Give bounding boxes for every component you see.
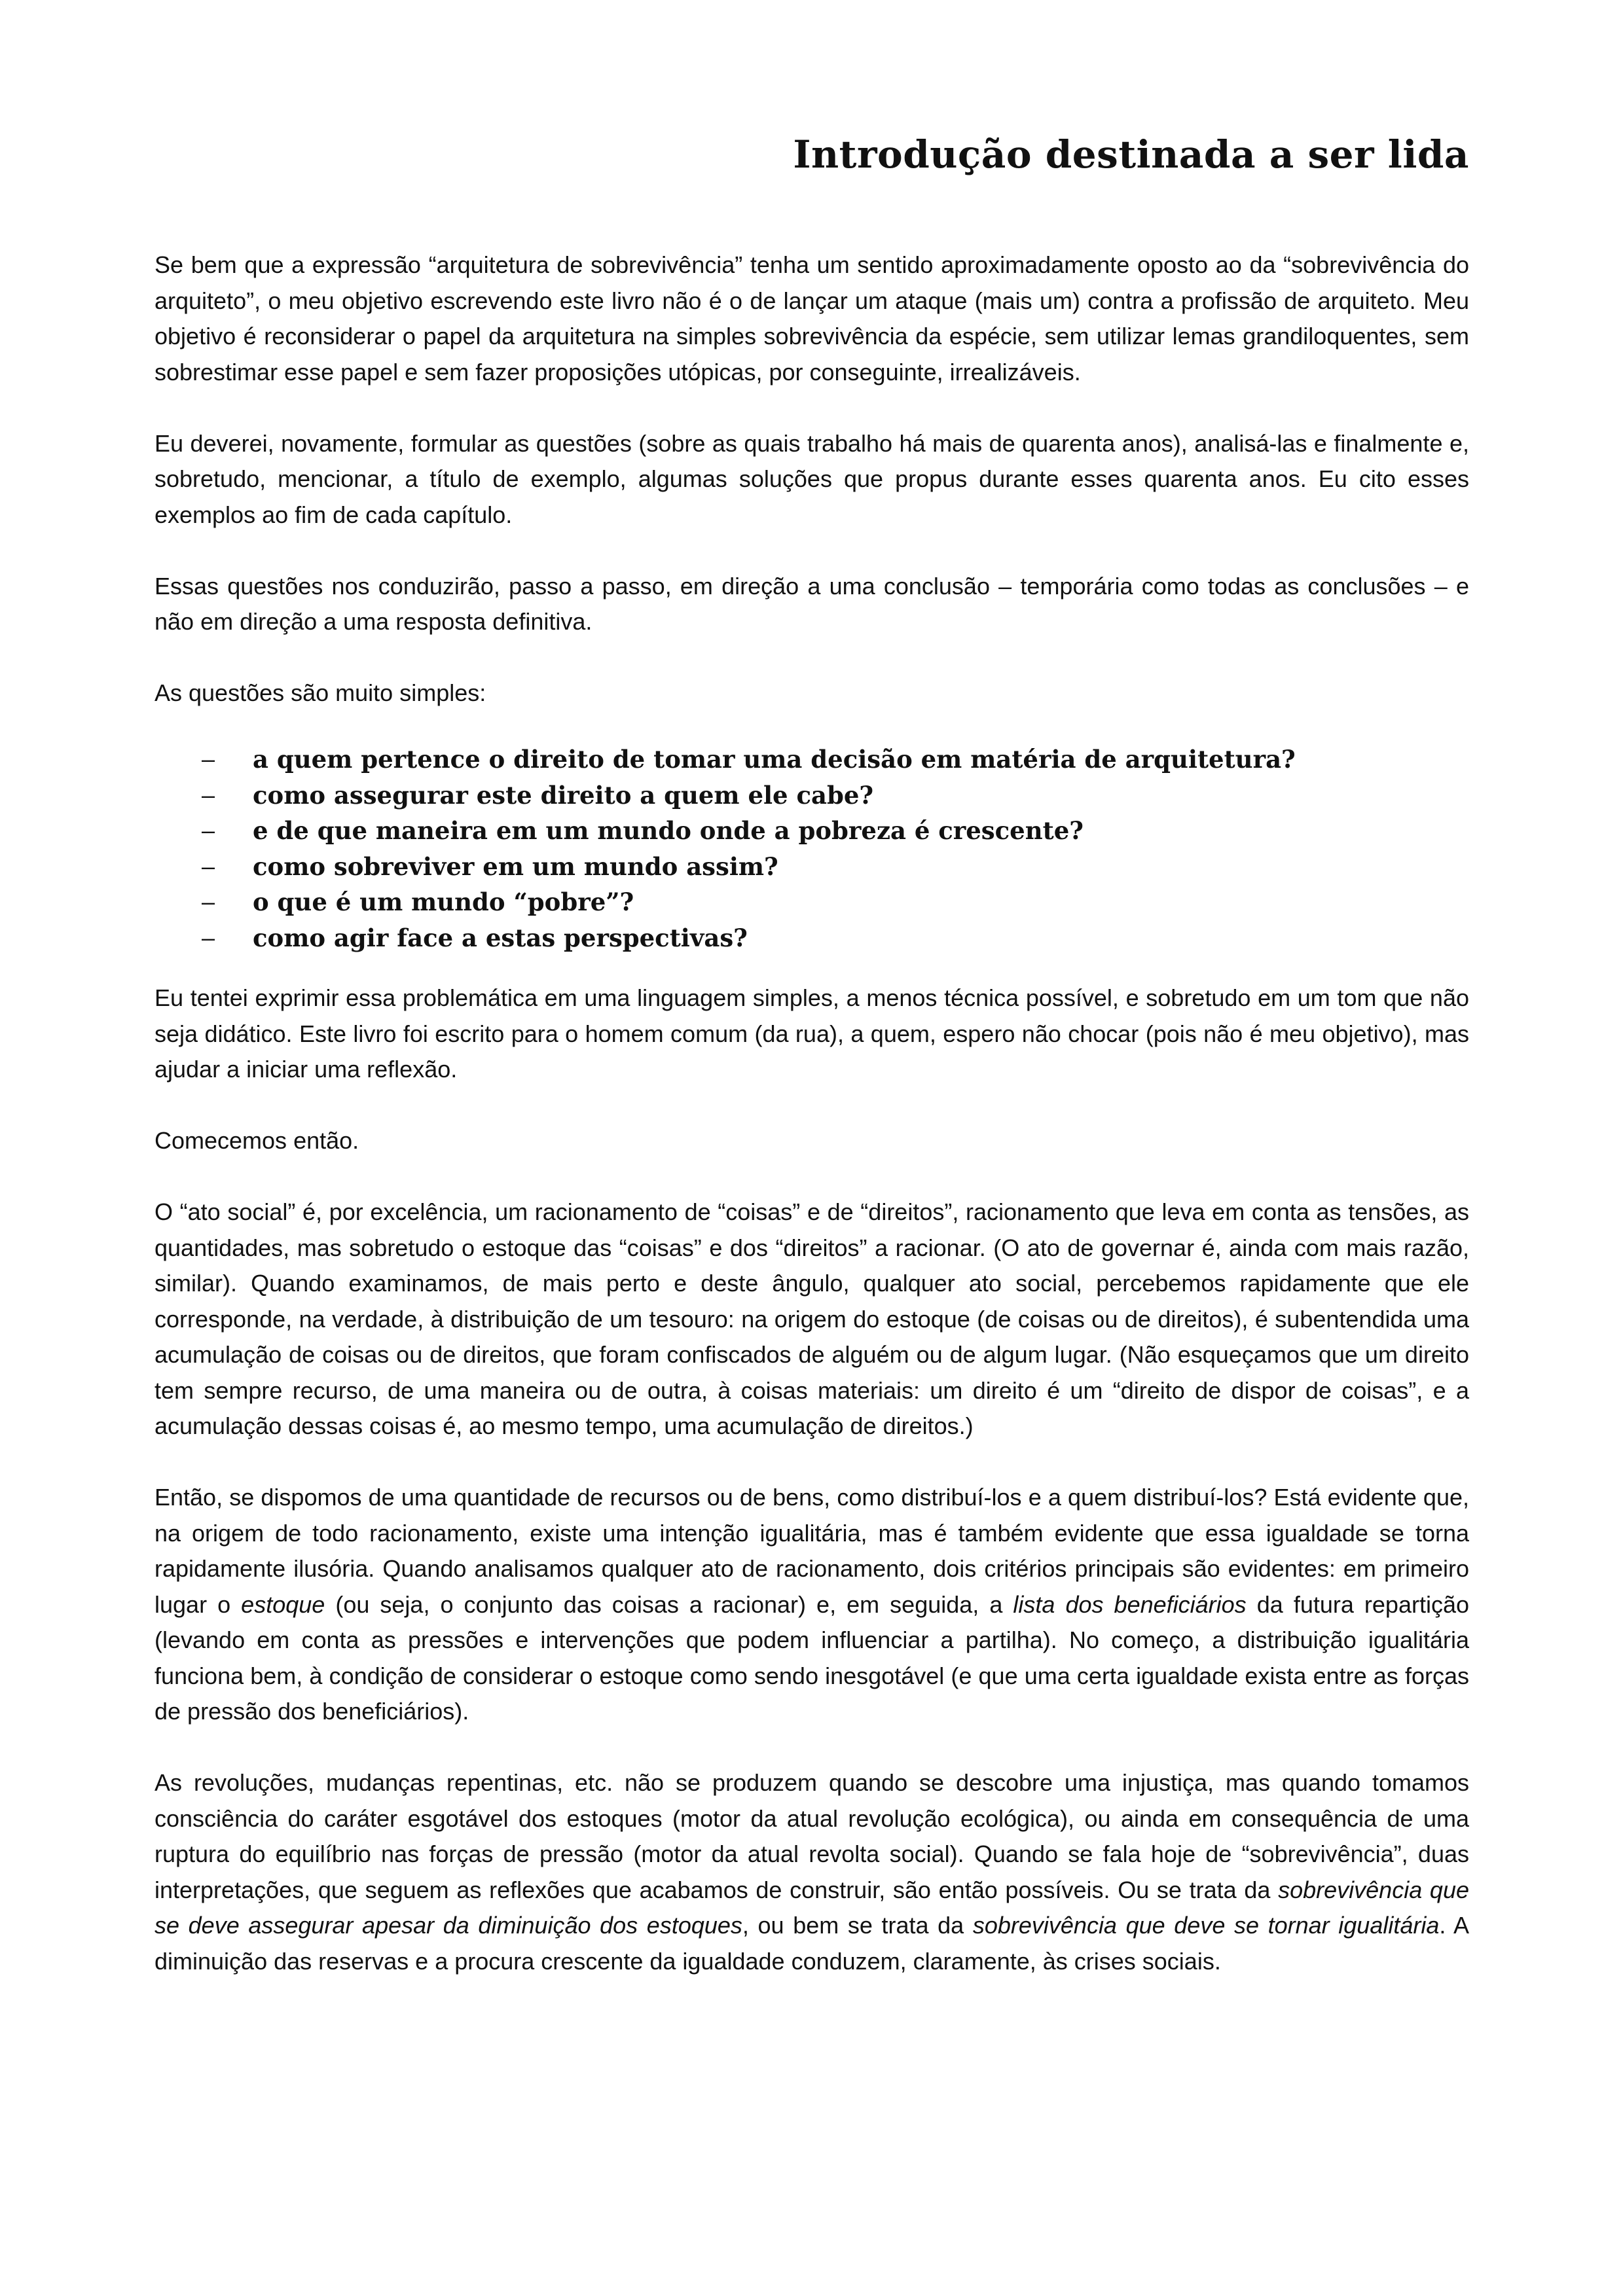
list-dash: – — [202, 852, 215, 880]
paragraph-questions-context: Eu deverei, novamente, formular as questões (sobre as quais trabalho há mais de quarenta anos), analisá-las e finalmente e, sobretudo, mencionar, a título de exemplo, algumas soluções que propus durante esses quarenta anos. Eu cito esses exemplos ao fim de cada capítulo. — [155, 429, 1469, 528]
text-run: da futura repartição (levando em conta as pressões e intervenções que podem influenciar a partilha). No começo, a distribuição igualitária funciona bem, à condição de considerar o estoque como sendo inesgotável (e que uma certa igualdade exista entre as forças de pressão dos beneficiários). — [155, 1590, 1470, 1725]
emphasis-survival-egalitarian: sobrevivência que deve se tornar igualitária — [972, 1912, 1440, 1939]
list-dash: – — [202, 745, 215, 772]
document-page — [155, 0, 1469, 2296]
emphasis-survival-stocks: sobrevivência que se deve assegurar apesar da diminuição dos estoques — [155, 1876, 1469, 1939]
questions-list — [155, 742, 1469, 956]
question-text: como assegurar este direito a quem ele cabe? — [253, 780, 874, 810]
text-run: , ou bem se trata da — [742, 1912, 973, 1939]
document-body — [155, 247, 1469, 2015]
list-dash: – — [202, 817, 215, 844]
emphasis-stock: estoque — [241, 1590, 325, 1618]
list-dash: – — [202, 924, 215, 951]
question-item — [155, 884, 1469, 920]
list-dash: – — [202, 888, 215, 915]
paragraph-distribution — [155, 1480, 1469, 1730]
paragraph-conclusion-note: Essas questões nos conduzirão, passo a passo, em direção a uma conclusão – temporária como todas as conclusões – e não em direção a uma resposta definitiva. — [155, 572, 1469, 635]
text-run: . A diminuição das reservas e a procura crescente da igualdade conduzem, claramente, às crises sociais. — [155, 1912, 1470, 1975]
question-text: como agir face a estas perspectivas? — [253, 923, 748, 952]
question-text: como sobreviver em um mundo assim? — [253, 852, 778, 881]
text-run: (ou seja, o conjunto das coisas a racionar) e, em seguida, a — [325, 1590, 1013, 1618]
text-run: As revoluções, mudanças repentinas, etc. não se produzem quando se descobre uma injustiça, mas quando tomamos consciência do caráter esgotável dos estoques (motor da atual revolução ecológica), ou ainda em consequência de uma ruptura do equilíbrio nas forças de pressão (motor da atual revolta social). Quando se fala hoje de “sobrevivência”, duas interpretações, que seguem as reflexões que acabamos de construir, são então possíveis. Ou se trata da — [155, 1769, 1469, 1903]
question-item — [155, 920, 1469, 956]
paragraph-questions-lead: As questões são muito simples: — [155, 679, 486, 706]
page-title: Introdução destinada a ser lida — [793, 132, 1469, 177]
paragraph-begin: Comecemos então. — [155, 1127, 359, 1154]
paragraph-social-act: O “ato social” é, por excelência, um racionamento de “coisas” e de “direitos”, racionamento que leva em conta as tensões, as quantidades, mas sobretudo o estoque das “coisas” e dos “direitos” a racionar. (O ato de governar é, ainda com mais razão, similar). Quando examinamos, de mais perto e deste ângulo, qualquer ato social, percebemos rapidamente que ele corresponde, na verdade, à distribuição de um tesouro: na origem do estoque (de coisas ou de direitos), é subentendida uma acumulação de coisas ou de direitos, que foram confiscados de alguém ou de algum lugar. (Não esqueçamos que um direito tem sempre recurso, de uma maneira ou de outra, à coisas materiais: um direito é um “direito de dispor de coisas”, e a acumulação dessas coisas é, ao mesmo tempo, uma acumulação de direitos.) — [155, 1198, 1469, 1439]
text-run: Então, se dispomos de uma quantidade de recursos ou de bens, como distribuí-los e a quem distribuí-los? Está evidente que, na origem de todo racionamento, existe uma intenção igualitária, mas é também evidente que essa igualdade se torna rapidamente ilusória. Quando analisamos qualquer ato de racionamento, dois critérios principais são evidentes: em primeiro lugar o — [155, 1484, 1469, 1618]
paragraph-revolutions — [155, 1765, 1469, 1979]
question-text: o que é um mundo “pobre”? — [253, 888, 634, 916]
paragraph-intro: Se bem que a expressão “arquitetura de sobrevivência” tenha um sentido aproximadamente oposto ao da “sobrevivência do arquiteto”, o meu objetivo escrevendo este livro não é o de lançar um ataque (mais um) contra a profissão de arquiteto. Meu objetivo é reconsiderar o papel da arquitetura na simples sobrevivência da espécie, sem utilizar lemas grandiloquentes, sem sobrestimar esse papel e sem fazer proposições utópicas, por conseguinte, irrealizáveis. — [155, 251, 1469, 386]
question-item — [155, 778, 1469, 814]
question-item — [155, 742, 1469, 778]
paragraph-style-note: Eu tentei exprimir essa problemática em uma linguagem simples, a menos técnica possível, e sobretudo em um tom que não seja didático. Este livro foi escrito para o homem comum (da rua), a quem, espero não chocar (pois não é meu objetivo), mas ajudar a iniciar uma reflexão. — [155, 984, 1469, 1083]
question-item — [155, 813, 1469, 849]
question-item — [155, 849, 1469, 885]
question-text: e de que maneira em um mundo onde a pobreza é crescente? — [253, 816, 1084, 845]
question-text: a quem pertence o direito de tomar uma decisão em matéria de arquitetura? — [253, 745, 1296, 774]
list-dash: – — [202, 781, 215, 808]
emphasis-beneficiaries: lista dos beneficiários — [1013, 1590, 1247, 1618]
